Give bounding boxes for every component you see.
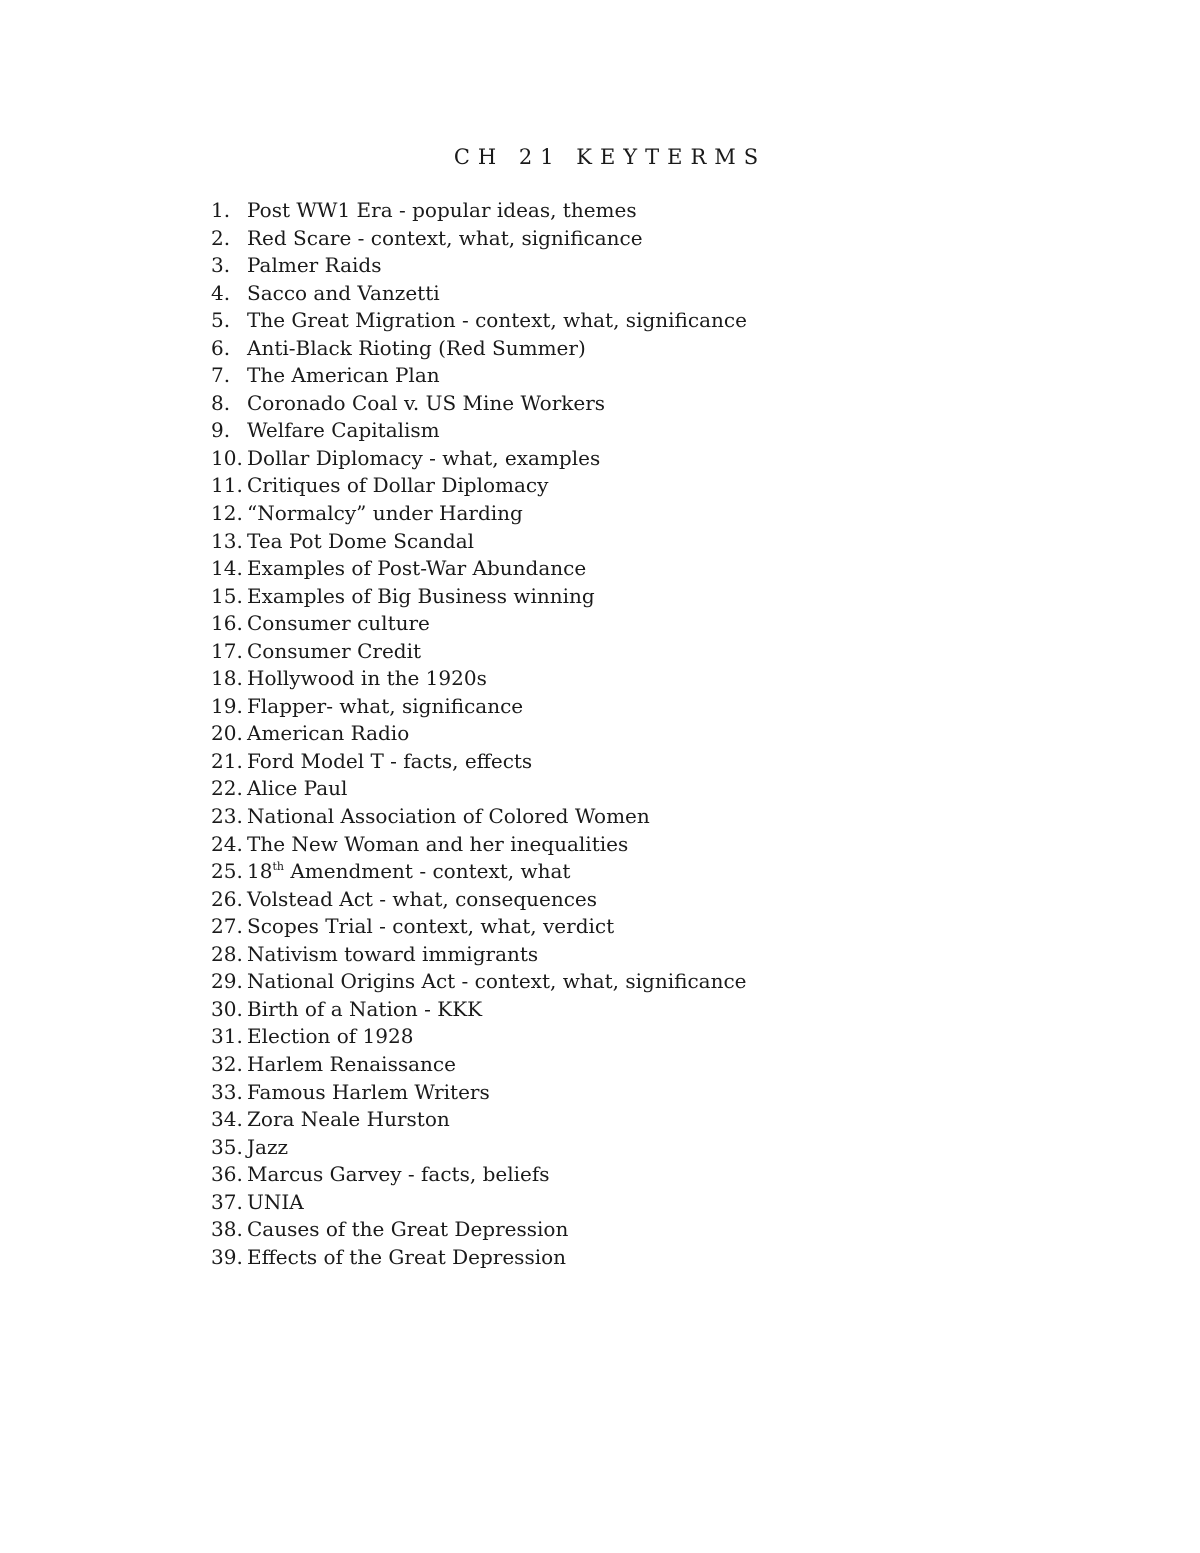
term-text: Coronado Coal v. US Mine Workers [247, 390, 606, 415]
list-item [211, 693, 747, 721]
list-item [211, 555, 747, 583]
term-number: 17. [211, 638, 243, 663]
term-text: 18 [247, 859, 273, 884]
term-text: Marcus Garvey - facts, beliefs [247, 1162, 550, 1187]
list-item [211, 610, 747, 638]
term-text: National Association of Colored Women [247, 804, 650, 829]
term-text: Examples of Post-War Abundance [247, 556, 587, 581]
term-text: “Normalcy” under Harding [247, 501, 523, 526]
term-number: 11. [211, 473, 243, 498]
term-number: 26. [211, 886, 243, 911]
list-item [211, 417, 747, 445]
term-text: Alice Paul [247, 776, 348, 801]
term-number: 37. [211, 1189, 243, 1214]
term-text: Zora Neale Hurston [247, 1107, 450, 1132]
term-text: Flapper- what, significance [247, 693, 524, 718]
term-number: 12. [211, 501, 243, 526]
list-item [211, 225, 747, 253]
list-item [211, 307, 747, 335]
term-number: 8. [211, 390, 231, 415]
term-number: 19. [211, 693, 243, 718]
list-item [211, 362, 747, 390]
list-item [211, 803, 747, 831]
term-number: 25. [211, 859, 243, 884]
term-number: 1. [211, 198, 231, 222]
list-item [211, 1244, 747, 1272]
list-item [211, 748, 747, 776]
list-item [211, 858, 747, 886]
term-number: 21. [211, 748, 243, 773]
term-text: Critiques of Dollar Diplomacy [247, 473, 549, 498]
term-number: 29. [211, 969, 243, 994]
term-text: Hollywood in the 1920s [247, 666, 487, 691]
list-item [211, 831, 747, 859]
term-number: 32. [211, 1051, 243, 1076]
term-number: 38. [211, 1217, 243, 1242]
term-number: 31. [211, 1024, 243, 1049]
list-item [211, 1216, 747, 1244]
list-item [211, 1106, 747, 1134]
term-text: Birth of a Nation - KKK [247, 996, 483, 1021]
list-item [211, 280, 747, 308]
term-text: Causes of the Great Depression [247, 1217, 569, 1242]
list-item [211, 996, 747, 1024]
term-text: Effects of the Great Depression [247, 1244, 567, 1269]
term-text: Red Scare - context, what, significance [247, 225, 643, 250]
term-number: 4. [211, 280, 231, 305]
term-number: 39. [211, 1244, 243, 1269]
term-number: 14. [211, 556, 243, 581]
list-item [211, 390, 747, 418]
term-text: Welfare Capitalism [247, 418, 440, 443]
term-number: 35. [211, 1134, 243, 1159]
term-number: 2. [211, 225, 231, 250]
term-number: 22. [211, 776, 243, 801]
term-text: Dollar Diplomacy - what, examples [247, 445, 601, 470]
term-number: 27. [211, 914, 243, 939]
list-item [211, 638, 747, 666]
term-number: 36. [211, 1162, 243, 1187]
term-text: Famous Harlem Writers [247, 1079, 490, 1104]
list-item [211, 1023, 747, 1051]
term-number: 3. [211, 253, 231, 278]
term-number: 30. [211, 996, 243, 1021]
list-item [211, 528, 747, 556]
list-item [211, 913, 747, 941]
term-text: Consumer Credit [247, 638, 422, 663]
term-text: Post WW1 Era - popular ideas, themes [247, 198, 637, 222]
list-item [211, 1161, 747, 1189]
term-number: 9. [211, 418, 231, 443]
term-text: Election of 1928 [247, 1024, 414, 1049]
list-item [211, 665, 747, 693]
list-item [211, 1189, 747, 1217]
list-item [211, 252, 747, 280]
term-text: The American Plan [247, 363, 440, 388]
list-item [211, 1051, 747, 1079]
term-number: 5. [211, 308, 231, 333]
term-text: Tea Pot Dome Scandal [247, 528, 475, 553]
term-number: 18. [211, 666, 243, 691]
term-text: Anti-Black Rioting (Red Summer) [247, 335, 586, 360]
list-item [211, 335, 747, 363]
term-number: 23. [211, 804, 243, 829]
list-item [211, 445, 747, 473]
term-text: UNIA [247, 1189, 304, 1214]
term-text: The Great Migration - context, what, significance [247, 308, 747, 333]
term-number: 20. [211, 721, 243, 746]
term-number: 34. [211, 1107, 243, 1132]
list-item [211, 1079, 747, 1107]
term-text: Palmer Raids [247, 253, 382, 278]
term-text: Harlem Renaissance [247, 1051, 456, 1076]
term-text: Scopes Trial - context, what, verdict [247, 914, 615, 939]
term-text: The New Woman and her inequalities [247, 831, 629, 856]
list-item [211, 1134, 747, 1162]
term-number: 7. [211, 363, 231, 388]
list-item [211, 941, 747, 969]
term-text: Consumer culture [247, 611, 430, 636]
term-number: 15. [211, 583, 243, 608]
list-item [211, 775, 747, 803]
term-number: 16. [211, 611, 243, 636]
list-item [211, 500, 747, 528]
term-number: 28. [211, 941, 243, 966]
term-number: 13. [211, 528, 243, 553]
term-number: 33. [211, 1079, 243, 1104]
list-item [211, 197, 747, 225]
term-text: American Radio [247, 721, 410, 746]
term-text: Nativism toward immigrants [247, 941, 539, 966]
term-text: Examples of Big Business winning [247, 583, 595, 608]
term-number: 10. [211, 445, 243, 470]
keyterms-list [211, 197, 747, 1271]
term-number: 6. [211, 335, 231, 360]
term-text-rest: Amendment - context, what [283, 859, 571, 884]
list-item [211, 583, 747, 611]
term-text: Ford Model T - facts, effects [247, 748, 533, 773]
list-item [211, 472, 747, 500]
term-text: National Origins Act - context, what, significance [247, 969, 747, 994]
term-text: Jazz [247, 1134, 289, 1159]
list-item [211, 886, 747, 914]
term-text: Volstead Act - what, consequences [247, 886, 598, 911]
list-item [211, 720, 747, 748]
list-item [211, 968, 747, 996]
term-number: 24. [211, 831, 243, 856]
term-superscript: th [272, 860, 284, 874]
term-text: Sacco and Vanzetti [247, 280, 440, 305]
page-title: CH 21 KEYTERMS [453, 145, 767, 169]
